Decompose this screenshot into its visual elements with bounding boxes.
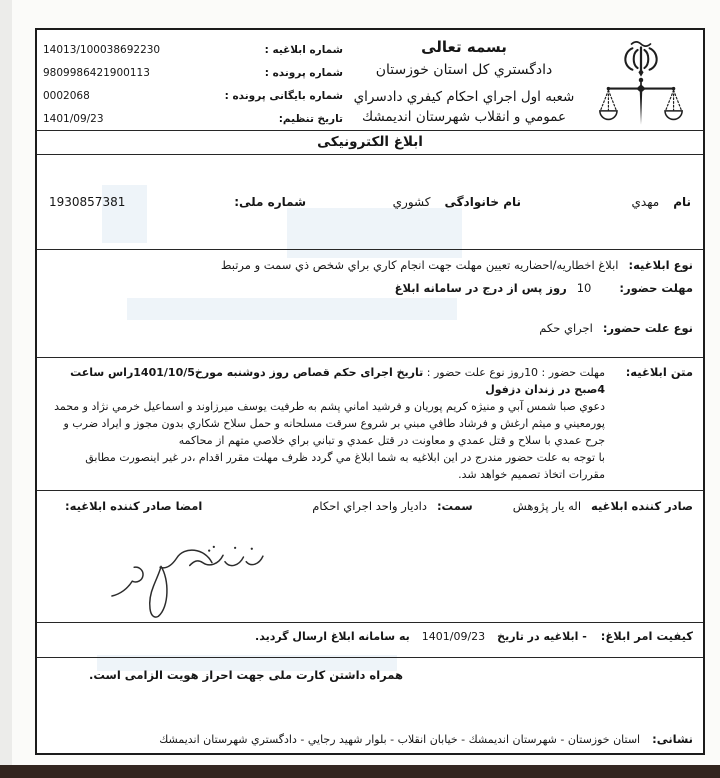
position-label: سمت: — [436, 499, 473, 513]
judiciary-emblem — [585, 34, 697, 130]
bottom-dark-bar — [0, 765, 720, 778]
delivery-status — [37, 622, 703, 657]
court-titles — [343, 34, 585, 130]
notification-document — [35, 28, 705, 755]
notice-body — [37, 357, 703, 490]
case-parties-paragraph: دعوي صبا شمس آبي و منیژه کریم پوریان و فرشید اماني پشم به طرفیت یوسف میرزاوند و اسماعیل خرمي نژاد و محمد پورمعیني و میثم ارغش و فرشاد طافي مبني بر شروع سرقت مسلحانه و حمل سلاح شکاري بدون مجوز و ایراد ضرب و جرح عمدي با سلاح و قتل عمدي و معاونت در قتل عمدي و تباني براي خلاصي متهم از محاکمه — [54, 400, 605, 448]
delivery-prefix: - ابلاغیه در تاریخ — [497, 630, 587, 643]
signature-icon — [65, 533, 270, 621]
issuer-name: اله یار پژوهش — [512, 499, 582, 513]
org-name: دادگستري کل استان خوزستان — [375, 62, 553, 78]
field-archive-number: شماره بایگانی پرونده : 0002068 — [43, 90, 343, 102]
issuer-signature — [65, 533, 270, 621]
field-issue-date: تاریخ تنظیم: 1401/09/23 — [43, 113, 343, 125]
national-card-note: همراه داشتن کارت ملی جهت احراز هویت الزامی است. — [88, 668, 403, 682]
issuer-section — [37, 490, 703, 622]
appearance-deadline: مهلت حضور: 10 روز پس از درج در سامانه ابلاغ — [394, 281, 693, 295]
header-fields — [43, 34, 343, 130]
footer-section — [37, 657, 703, 753]
address-value: استان خوزستان - شهرستان اندیمشك - خیابان انقلاب - بلوار شهید رجایي - دادگستري شهرستان اندیمشك — [159, 733, 641, 746]
delivery-label: کیفیت امر ابلاغ: — [600, 629, 693, 643]
address-row — [37, 732, 703, 753]
branch-line2: عمومي و انقلاب شهرستان اندیمشك — [361, 108, 567, 125]
branch-line1: شعبه اول اجراي احکام کیفري دادسراي — [353, 89, 575, 105]
position-value: دادیار واحد اجراي احکام — [312, 499, 427, 513]
recipient-row — [37, 154, 703, 249]
closing-paragraph: با توجه به علت حضور مندرج در این ابلاغیه به شما ابلاغ مي گردد ظرف مهلت مقرر اقدام ،در غیر اینصورت مطابق مقررات اتخاذ تصمیم خواهد شد. — [85, 451, 605, 482]
recipient-first-name: نام مهدي — [631, 195, 691, 209]
notice-info — [37, 249, 703, 357]
document-header — [37, 30, 703, 130]
delivery-date: 1401/09/23 — [421, 630, 486, 643]
bismillah: بسمه تعالی — [421, 38, 507, 56]
appearance-reason: نوع علت حضور: اجراي حکم — [539, 321, 693, 335]
notice-type: نوع ابلاغیه: ابلاغ اخطاریه/احضاریه تعیین مهلت جهت انجام کاري براي شخص ذي سمت و مرتبط — [220, 258, 693, 272]
scan-edge-strip — [0, 0, 12, 766]
recipient-national-id: شماره ملی: 1930857381 — [49, 195, 306, 209]
notice-body-label: متن ابلاغیه: — [625, 365, 693, 379]
address-label: نشانی: — [652, 732, 693, 746]
document-type-title: ابلاغ الکترونیکی — [37, 130, 703, 154]
iran-coat-of-arms-scales-icon — [598, 38, 684, 134]
signature-label: امضا صادر کننده ابلاغیه: — [65, 499, 203, 513]
field-notification-number: شماره ابلاغیه : 14013/100038692230 — [43, 44, 343, 56]
notice-body-text: مهلت حضور : 10روز نوع علت حضور : تاریخ اجرای حکم قصاص روز دوشنبه مورخ1401/10/5راس ساعت 4صبح در زندان دزفول دعوي صبا شمس آبي و منیژه کریم پوریان و فرشید اماني پشم به طرفیت یوسف میرزاوند و اسماعیل خرمي نژاد و محمد پورمعیني و میثم ارغش و فرشاد طافي مبني بر شروع سرقت مسلحانه و حمل سلاح شکاري بدون مجوز و ایراد ضرب و جرح عمدي با سلاح و قتل عمدي و معاونت در قتل عمدي و تباني براي خلاصي متهم از محاکمه با توجه به علت حضور مندرج در این ابلاغیه به شما ابلاغ مي گردد ظرف مهلت مقرر اقدام ،در غیر اینصورت مطابق مقررات اتخاذ تصمیم خواهد شد. — [47, 364, 605, 490]
recipient-last-name: نام خانوادگی کشوري — [392, 195, 521, 209]
field-case-number: شماره پرونده : 9809986421900113 — [43, 67, 343, 79]
delivery-suffix: به سامانه ابلاغ ارسال گردید. — [255, 630, 410, 643]
issuer-label: صادر کننده ابلاغیه — [591, 499, 693, 513]
